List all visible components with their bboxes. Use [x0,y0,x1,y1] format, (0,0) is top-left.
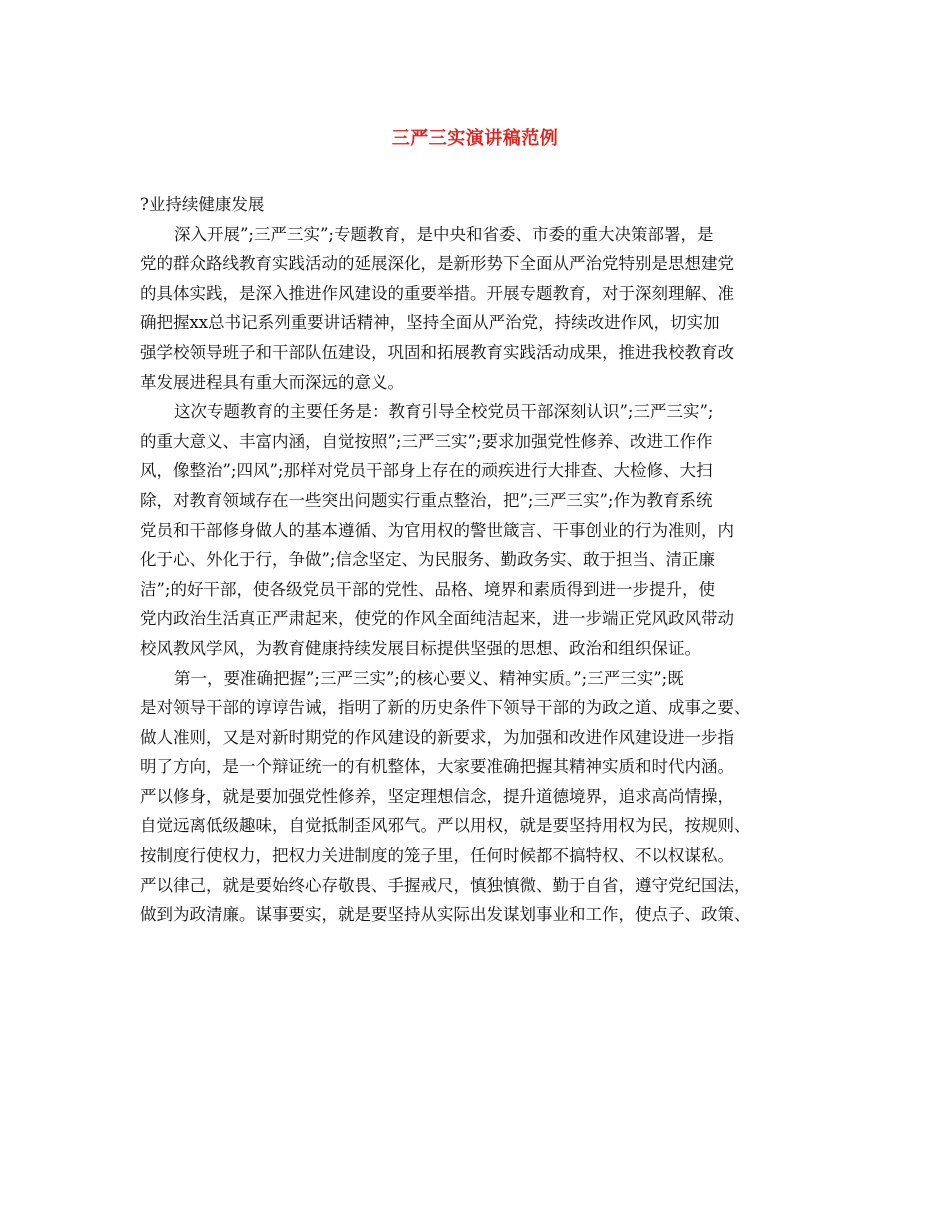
text-line: 按制度行使权力，把权力关进制度的笼子里，任何时候都不搞特权、不以权谋私。 [140,846,734,866]
text-line: 做到为政清廉。谋事要实，就是要坚持从实际出发谋划事业和工作，使点子、政策、 [140,905,751,925]
text-line: 党员和干部修身做人的基本遵循、为官用权的警世箴言、干事创业的行为准则，内 [140,520,734,540]
text-line: 除，对教育领域存在一些突出问题实行重点整治，把”;三严三实”;作为教育系统 [140,490,713,510]
text-line: 深入开展”;三严三实”;专题教育，是中央和省委、市委的重大决策部署，是 [174,224,714,244]
document-title: 三严三实演讲稿范例 [391,128,559,149]
text-line: 做人准则，又是对新时期党的作风建设的新要求，为加强和改进作风建设进一步指 [140,727,734,747]
text-line: 第一，要准确把握”;三严三实”;的核心要义、精神实质。”;三严三实”;既 [174,668,684,688]
text-line: 确把握xx总书记系列重要讲话精神，坚持全面从严治党，持续改进作风，切实加 [140,313,720,333]
text-line: 洁”;的好干部，使各级党员干部的党性、品格、境界和素质得到进一步提升，使 [140,579,715,599]
text-line: 是对领导干部的谆谆告诫，指明了新的历史条件下领导干部的为政之道、成事之要、 [140,698,751,718]
text-line: 风，像整治”;四风”;那样对党员干部身上存在的顽疾进行大排查、大检修、大扫 [140,461,713,481]
text-line: 党的群众路线教育实践活动的延展深化，是新形势下全面从严治党特别是思想建党 [140,254,734,274]
text-line: 明了方向，是一个辩证统一的有机整体，大家要准确把握其精神实质和时代内涵。 [140,757,734,777]
text-line: 党内政治生活真正严肃起来，使党的作风全面纯洁起来，进一步端正党风政风带动 [140,609,734,629]
text-line: 严以修身，就是要加强党性修养，坚定理想信念，提升道德境界，追求高尚情操， [140,786,734,806]
text-line: 的具体实践，是深入推进作风建设的重要举措。开展专题教育，对于深刻理解、准 [140,283,734,303]
text-line: 革发展进程具有重大而深远的意义。 [140,372,404,392]
text-line: 的重大意义、丰富内涵，自觉按照”;三严三实”;要求加强党性修养、改进工作作 [140,431,713,451]
text-line: 强学校领导班子和干部队伍建设，巩固和拓展教育实践活动成果，推进我校教育改 [140,342,734,362]
text-line: 校风教风学风，为教育健康持续发展目标提供坚强的思想、政治和组织保证。 [140,638,701,658]
text-line: 化于心、外化于行，争做”;信念坚定、为民服务、勤政务实、敢于担当、清正廉 [140,550,715,570]
text-line: 自觉远离低级趣味，自觉抵制歪风邪气。严以用权，就是要坚持用权为民，按规则、 [140,816,751,836]
text-line: ?业持续健康发展 [140,195,265,214]
document-body [140,190,830,930]
text-line: 这次专题教育的主要任务是：教育引导全校党员干部深刻认识”;三严三实”; [174,402,714,422]
text-line: 严以律己，就是要始终心存敬畏、手握戒尺，慎独慎微、勤于自省，遵守党纪国法， [140,875,751,895]
